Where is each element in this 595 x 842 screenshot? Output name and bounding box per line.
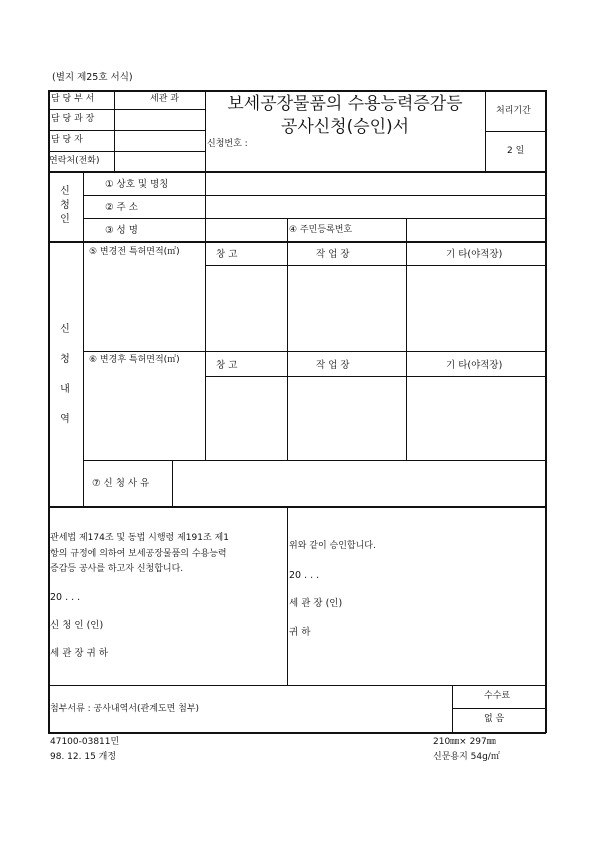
reason-label: ⑦ 신 청 사 유	[92, 478, 150, 489]
processing-period-value: 2 일	[507, 146, 525, 156]
name-field[interactable]	[206, 221, 286, 239]
area-before-label: ⑤ 변경전 특허면적(㎡)	[89, 247, 180, 257]
dept-label: 담 당 부 서	[51, 94, 95, 104]
application-number-label: 신청번호 :	[207, 139, 248, 149]
name-label: ③ 성 명	[105, 225, 138, 236]
form-title-line1: 보세공장물품의 수용능력증감등	[227, 94, 463, 114]
content-side-char-2: 청	[60, 354, 70, 365]
applicant-side-char-2: 청	[60, 200, 70, 211]
before-warehouse-field[interactable]	[206, 266, 286, 350]
applicant-side-char-1: 신	[60, 186, 70, 197]
before-warehouse-header: 창 고	[216, 249, 238, 260]
after-workplace-header: 작 업 장	[316, 360, 350, 371]
form-number: (별지 제25호 서식)	[52, 72, 133, 83]
approval-date: 20 . . .	[289, 570, 320, 581]
area-after-label: ⑥ 변경후 특허면적(㎡)	[89, 355, 180, 365]
before-workplace-field[interactable]	[288, 266, 405, 350]
approval-addressee: 귀 하	[289, 627, 311, 638]
contact-label: 연락처(전화)	[49, 156, 100, 166]
address-field[interactable]	[206, 200, 544, 215]
dept-value: 세관 과	[150, 94, 179, 104]
company-name-field[interactable]	[206, 180, 544, 192]
application-date: 20 . . .	[50, 592, 81, 603]
after-warehouse-header: 창 고	[216, 360, 238, 371]
form-title-line2: 공사신청(승인)서	[280, 117, 410, 137]
content-side-char-1: 신	[60, 324, 70, 335]
processing-period-label: 처리기간	[496, 106, 531, 116]
resident-number-label: ④ 주민등록번호	[289, 225, 353, 235]
approval-signer: 세 관 장 (인)	[289, 598, 343, 609]
applicant-signature: 신 청 인 (인)	[50, 620, 104, 631]
before-other-field[interactable]	[407, 266, 544, 350]
after-workplace-field[interactable]	[288, 377, 405, 459]
after-other-header: 기 타(야적장)	[446, 360, 503, 371]
application-text	[50, 531, 286, 578]
address-label: ② 주 소	[105, 202, 138, 213]
approval-statement: 위와 같이 승인합니다.	[289, 541, 376, 551]
resident-number-field[interactable]	[407, 221, 544, 239]
fee-value: 없 음	[484, 714, 505, 724]
officer-label: 담 당 자	[51, 135, 83, 145]
application-line-3: 증감등 공사를 하고자 신청합니다.	[50, 564, 184, 574]
section-chief-label: 담 당 과 장	[51, 114, 95, 124]
form-code: 47100-03811민	[50, 737, 120, 747]
paper-size: 210㎜× 297㎜	[433, 737, 496, 747]
application-line-1: 관세법 제174조 및 동법 시행령 제191조 제1	[50, 533, 229, 543]
content-side-char-3: 내	[60, 384, 70, 395]
application-addressee: 세 관 장 귀 하	[50, 648, 108, 659]
before-other-header: 기 타(야적장)	[446, 249, 503, 260]
after-warehouse-field[interactable]	[206, 377, 286, 459]
application-line-2: 항의 규정에 의하여 보세공장물품의 수용능력	[50, 548, 227, 559]
applicant-side-char-3: 인	[60, 214, 70, 225]
after-other-field[interactable]	[407, 377, 544, 459]
fee-label: 수수료	[484, 691, 511, 701]
paper-type: 신문용지 54g/㎡	[433, 752, 500, 762]
before-workplace-header: 작 업 장	[316, 249, 350, 260]
content-side-char-4: 역	[60, 414, 70, 425]
reason-field[interactable]	[173, 461, 544, 505]
company-name-label: ① 상호 및 명칭	[105, 179, 169, 190]
revision-date: 98. 12. 15 개정	[50, 752, 117, 762]
attachments-label: 첨부서류 : 공사내역서(관계도면 첨부)	[50, 704, 200, 714]
